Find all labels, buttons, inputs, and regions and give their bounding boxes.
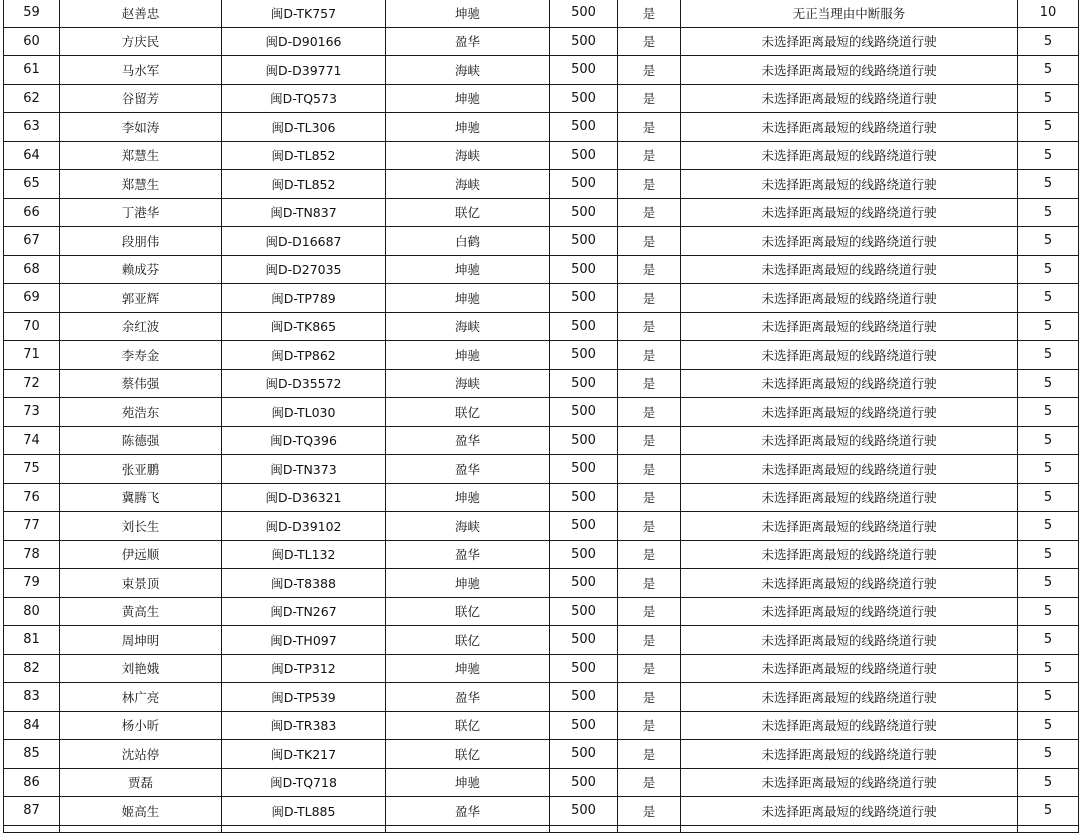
flag-cell: 是 bbox=[618, 540, 681, 569]
points-cell: 5 bbox=[1018, 398, 1079, 427]
fine-amount-cell: 500 bbox=[550, 369, 618, 398]
points-cell: 5 bbox=[1018, 341, 1079, 370]
driver-name-cell: 陈德强 bbox=[60, 426, 222, 455]
flag-cell: 是 bbox=[618, 654, 681, 683]
plate-number-cell: 闽D-TP862 bbox=[222, 341, 386, 370]
company-cell: 联亿 bbox=[386, 198, 550, 227]
driver-name-cell: 束景顶 bbox=[60, 569, 222, 598]
driver-name-cell: 余红波 bbox=[60, 312, 222, 341]
violation-description-cell: 未选择距离最短的线路绕道行驶 bbox=[681, 170, 1018, 199]
violation-records-table bbox=[3, 0, 1079, 833]
driver-name-cell: 郑慧生 bbox=[60, 141, 222, 170]
table-row-partial bbox=[4, 825, 1079, 832]
table-row bbox=[4, 27, 1079, 56]
plate-number-cell: 闽D-TP312 bbox=[222, 654, 386, 683]
violation-description-cell: 未选择距离最短的线路绕道行驶 bbox=[681, 569, 1018, 598]
points-cell: 5 bbox=[1018, 540, 1079, 569]
table-row bbox=[4, 483, 1079, 512]
driver-name-cell: 赵善忠 bbox=[60, 0, 222, 27]
driver-name-cell: 冀腾飞 bbox=[60, 483, 222, 512]
points-cell: 5 bbox=[1018, 768, 1079, 797]
points-cell: 5 bbox=[1018, 369, 1079, 398]
violation-description-cell: 未选择距离最短的线路绕道行驶 bbox=[681, 56, 1018, 85]
fine-amount-cell: 500 bbox=[550, 740, 618, 769]
violation-description-cell: 无正当理由中断服务 bbox=[681, 0, 1018, 27]
company-cell: 坤驰 bbox=[386, 483, 550, 512]
violation-description-cell: 未选择距离最短的线路绕道行驶 bbox=[681, 312, 1018, 341]
table-row bbox=[4, 683, 1079, 712]
points-cell: 5 bbox=[1018, 27, 1079, 56]
driver-name-cell: 谷留芳 bbox=[60, 84, 222, 113]
points-cell: 5 bbox=[1018, 683, 1079, 712]
empty-cell bbox=[60, 825, 222, 832]
company-cell: 坤驰 bbox=[386, 341, 550, 370]
flag-cell: 是 bbox=[618, 597, 681, 626]
fine-amount-cell: 500 bbox=[550, 711, 618, 740]
violation-description-cell: 未选择距离最短的线路绕道行驶 bbox=[681, 141, 1018, 170]
fine-amount-cell: 500 bbox=[550, 626, 618, 655]
points-cell: 5 bbox=[1018, 654, 1079, 683]
fine-amount-cell: 500 bbox=[550, 113, 618, 142]
table-row bbox=[4, 569, 1079, 598]
company-cell: 坤驰 bbox=[386, 113, 550, 142]
company-cell: 联亿 bbox=[386, 626, 550, 655]
violation-description-cell: 未选择距离最短的线路绕道行驶 bbox=[681, 683, 1018, 712]
fine-amount-cell: 500 bbox=[550, 654, 618, 683]
flag-cell: 是 bbox=[618, 683, 681, 712]
flag-cell: 是 bbox=[618, 512, 681, 541]
table-row bbox=[4, 255, 1079, 284]
plate-number-cell: 闽D-D16687 bbox=[222, 227, 386, 256]
fine-amount-cell: 500 bbox=[550, 797, 618, 826]
table-row bbox=[4, 597, 1079, 626]
violation-description-cell: 未选择距离最短的线路绕道行驶 bbox=[681, 711, 1018, 740]
fine-amount-cell: 500 bbox=[550, 284, 618, 313]
driver-name-cell: 李寿金 bbox=[60, 341, 222, 370]
row-number-cell: 65 bbox=[4, 170, 60, 199]
points-cell: 5 bbox=[1018, 740, 1079, 769]
points-cell: 5 bbox=[1018, 569, 1079, 598]
driver-name-cell: 伊远顺 bbox=[60, 540, 222, 569]
row-number-cell: 80 bbox=[4, 597, 60, 626]
violation-description-cell: 未选择距离最短的线路绕道行驶 bbox=[681, 284, 1018, 313]
fine-amount-cell: 500 bbox=[550, 170, 618, 199]
company-cell: 坤驰 bbox=[386, 0, 550, 27]
table-row bbox=[4, 768, 1079, 797]
plate-number-cell: 闽D-D35572 bbox=[222, 369, 386, 398]
plate-number-cell: 闽D-TL132 bbox=[222, 540, 386, 569]
flag-cell: 是 bbox=[618, 198, 681, 227]
points-cell: 5 bbox=[1018, 227, 1079, 256]
row-number-cell: 72 bbox=[4, 369, 60, 398]
flag-cell: 是 bbox=[618, 312, 681, 341]
violation-description-cell: 未选择距离最短的线路绕道行驶 bbox=[681, 483, 1018, 512]
flag-cell: 是 bbox=[618, 170, 681, 199]
driver-name-cell: 蔡伟强 bbox=[60, 369, 222, 398]
table-row bbox=[4, 170, 1079, 199]
company-cell: 海峡 bbox=[386, 369, 550, 398]
plate-number-cell: 闽D-TL885 bbox=[222, 797, 386, 826]
company-cell: 盈华 bbox=[386, 426, 550, 455]
fine-amount-cell: 500 bbox=[550, 27, 618, 56]
points-cell: 5 bbox=[1018, 711, 1079, 740]
row-number-cell: 85 bbox=[4, 740, 60, 769]
fine-amount-cell: 500 bbox=[550, 426, 618, 455]
plate-number-cell: 闽D-D27035 bbox=[222, 255, 386, 284]
points-cell: 5 bbox=[1018, 198, 1079, 227]
company-cell: 联亿 bbox=[386, 740, 550, 769]
points-cell: 5 bbox=[1018, 312, 1079, 341]
table-row bbox=[4, 654, 1079, 683]
plate-number-cell: 闽D-TL852 bbox=[222, 170, 386, 199]
company-cell: 坤驰 bbox=[386, 654, 550, 683]
table-row bbox=[4, 0, 1079, 27]
plate-number-cell: 闽D-TN837 bbox=[222, 198, 386, 227]
row-number-cell: 86 bbox=[4, 768, 60, 797]
table-row bbox=[4, 740, 1079, 769]
table-row bbox=[4, 141, 1079, 170]
plate-number-cell: 闽D-TK217 bbox=[222, 740, 386, 769]
plate-number-cell: 闽D-TQ396 bbox=[222, 426, 386, 455]
fine-amount-cell: 500 bbox=[550, 341, 618, 370]
row-number-cell: 66 bbox=[4, 198, 60, 227]
points-cell: 5 bbox=[1018, 255, 1079, 284]
table-body bbox=[4, 0, 1079, 832]
company-cell: 坤驰 bbox=[386, 569, 550, 598]
driver-name-cell: 张亚鹏 bbox=[60, 455, 222, 484]
driver-name-cell: 刘长生 bbox=[60, 512, 222, 541]
driver-name-cell: 苑浩东 bbox=[60, 398, 222, 427]
driver-name-cell: 马水军 bbox=[60, 56, 222, 85]
company-cell: 联亿 bbox=[386, 597, 550, 626]
table-row bbox=[4, 711, 1079, 740]
plate-number-cell: 闽D-D39102 bbox=[222, 512, 386, 541]
violation-description-cell: 未选择距离最短的线路绕道行驶 bbox=[681, 768, 1018, 797]
row-number-cell: 67 bbox=[4, 227, 60, 256]
fine-amount-cell: 500 bbox=[550, 198, 618, 227]
points-cell: 5 bbox=[1018, 797, 1079, 826]
company-cell: 海峡 bbox=[386, 312, 550, 341]
row-number-cell: 75 bbox=[4, 455, 60, 484]
plate-number-cell: 闽D-TK865 bbox=[222, 312, 386, 341]
flag-cell: 是 bbox=[618, 711, 681, 740]
flag-cell: 是 bbox=[618, 141, 681, 170]
plate-number-cell: 闽D-TP539 bbox=[222, 683, 386, 712]
driver-name-cell: 方庆民 bbox=[60, 27, 222, 56]
row-number-cell: 81 bbox=[4, 626, 60, 655]
points-cell: 5 bbox=[1018, 426, 1079, 455]
row-number-cell: 62 bbox=[4, 84, 60, 113]
violation-description-cell: 未选择距离最短的线路绕道行驶 bbox=[681, 626, 1018, 655]
flag-cell: 是 bbox=[618, 740, 681, 769]
points-cell: 5 bbox=[1018, 84, 1079, 113]
flag-cell: 是 bbox=[618, 369, 681, 398]
table-row bbox=[4, 56, 1079, 85]
points-cell: 5 bbox=[1018, 284, 1079, 313]
points-cell: 5 bbox=[1018, 141, 1079, 170]
company-cell: 海峡 bbox=[386, 141, 550, 170]
row-number-cell: 70 bbox=[4, 312, 60, 341]
company-cell: 盈华 bbox=[386, 455, 550, 484]
plate-number-cell: 闽D-D39771 bbox=[222, 56, 386, 85]
driver-name-cell: 贾磊 bbox=[60, 768, 222, 797]
flag-cell: 是 bbox=[618, 113, 681, 142]
table-row bbox=[4, 341, 1079, 370]
table-row bbox=[4, 626, 1079, 655]
violation-description-cell: 未选择距离最短的线路绕道行驶 bbox=[681, 341, 1018, 370]
empty-cell bbox=[4, 825, 60, 832]
fine-amount-cell: 500 bbox=[550, 0, 618, 27]
driver-name-cell: 沈站停 bbox=[60, 740, 222, 769]
flag-cell: 是 bbox=[618, 341, 681, 370]
company-cell: 坤驰 bbox=[386, 768, 550, 797]
fine-amount-cell: 500 bbox=[550, 227, 618, 256]
flag-cell: 是 bbox=[618, 284, 681, 313]
flag-cell: 是 bbox=[618, 27, 681, 56]
row-number-cell: 84 bbox=[4, 711, 60, 740]
plate-number-cell: 闽D-TH097 bbox=[222, 626, 386, 655]
table-row bbox=[4, 113, 1079, 142]
company-cell: 海峡 bbox=[386, 170, 550, 199]
fine-amount-cell: 500 bbox=[550, 768, 618, 797]
empty-cell bbox=[222, 825, 386, 832]
row-number-cell: 59 bbox=[4, 0, 60, 27]
flag-cell: 是 bbox=[618, 483, 681, 512]
company-cell: 联亿 bbox=[386, 711, 550, 740]
empty-cell bbox=[1018, 825, 1079, 832]
plate-number-cell: 闽D-T8388 bbox=[222, 569, 386, 598]
company-cell: 海峡 bbox=[386, 512, 550, 541]
fine-amount-cell: 500 bbox=[550, 597, 618, 626]
violation-description-cell: 未选择距离最短的线路绕道行驶 bbox=[681, 84, 1018, 113]
company-cell: 盈华 bbox=[386, 797, 550, 826]
flag-cell: 是 bbox=[618, 255, 681, 284]
flag-cell: 是 bbox=[618, 426, 681, 455]
violation-description-cell: 未选择距离最短的线路绕道行驶 bbox=[681, 27, 1018, 56]
plate-number-cell: 闽D-TL852 bbox=[222, 141, 386, 170]
violation-description-cell: 未选择距离最短的线路绕道行驶 bbox=[681, 654, 1018, 683]
row-number-cell: 79 bbox=[4, 569, 60, 598]
flag-cell: 是 bbox=[618, 84, 681, 113]
violation-description-cell: 未选择距离最短的线路绕道行驶 bbox=[681, 113, 1018, 142]
violation-description-cell: 未选择距离最短的线路绕道行驶 bbox=[681, 426, 1018, 455]
flag-cell: 是 bbox=[618, 797, 681, 826]
flag-cell: 是 bbox=[618, 626, 681, 655]
row-number-cell: 76 bbox=[4, 483, 60, 512]
plate-number-cell: 闽D-D36321 bbox=[222, 483, 386, 512]
row-number-cell: 71 bbox=[4, 341, 60, 370]
company-cell: 坤驰 bbox=[386, 255, 550, 284]
table-row bbox=[4, 398, 1079, 427]
points-cell: 5 bbox=[1018, 455, 1079, 484]
company-cell: 海峡 bbox=[386, 56, 550, 85]
driver-name-cell: 杨小昕 bbox=[60, 711, 222, 740]
table-row bbox=[4, 426, 1079, 455]
points-cell: 5 bbox=[1018, 170, 1079, 199]
violation-description-cell: 未选择距离最短的线路绕道行驶 bbox=[681, 398, 1018, 427]
fine-amount-cell: 500 bbox=[550, 569, 618, 598]
fine-amount-cell: 500 bbox=[550, 398, 618, 427]
points-cell: 5 bbox=[1018, 512, 1079, 541]
fine-amount-cell: 500 bbox=[550, 455, 618, 484]
row-number-cell: 83 bbox=[4, 683, 60, 712]
fine-amount-cell: 500 bbox=[550, 84, 618, 113]
row-number-cell: 87 bbox=[4, 797, 60, 826]
driver-name-cell: 黄高生 bbox=[60, 597, 222, 626]
flag-cell: 是 bbox=[618, 0, 681, 27]
violation-description-cell: 未选择距离最短的线路绕道行驶 bbox=[681, 369, 1018, 398]
points-cell: 5 bbox=[1018, 56, 1079, 85]
row-number-cell: 82 bbox=[4, 654, 60, 683]
flag-cell: 是 bbox=[618, 768, 681, 797]
empty-cell bbox=[386, 825, 550, 832]
company-cell: 盈华 bbox=[386, 27, 550, 56]
points-cell: 10 bbox=[1018, 0, 1079, 27]
driver-name-cell: 刘艳娥 bbox=[60, 654, 222, 683]
plate-number-cell: 闽D-TQ573 bbox=[222, 84, 386, 113]
company-cell: 坤驰 bbox=[386, 84, 550, 113]
points-cell: 5 bbox=[1018, 483, 1079, 512]
row-number-cell: 68 bbox=[4, 255, 60, 284]
table-row bbox=[4, 797, 1079, 826]
table-row bbox=[4, 284, 1079, 313]
flag-cell: 是 bbox=[618, 227, 681, 256]
fine-amount-cell: 500 bbox=[550, 683, 618, 712]
violation-description-cell: 未选择距离最短的线路绕道行驶 bbox=[681, 512, 1018, 541]
flag-cell: 是 bbox=[618, 569, 681, 598]
driver-name-cell: 丁港华 bbox=[60, 198, 222, 227]
violation-description-cell: 未选择距离最短的线路绕道行驶 bbox=[681, 227, 1018, 256]
fine-amount-cell: 500 bbox=[550, 255, 618, 284]
flag-cell: 是 bbox=[618, 455, 681, 484]
table-row bbox=[4, 540, 1079, 569]
violation-description-cell: 未选择距离最短的线路绕道行驶 bbox=[681, 597, 1018, 626]
fine-amount-cell: 500 bbox=[550, 56, 618, 85]
violation-description-cell: 未选择距离最短的线路绕道行驶 bbox=[681, 455, 1018, 484]
violation-description-cell: 未选择距离最短的线路绕道行驶 bbox=[681, 255, 1018, 284]
plate-number-cell: 闽D-TL030 bbox=[222, 398, 386, 427]
table-row bbox=[4, 512, 1079, 541]
row-number-cell: 69 bbox=[4, 284, 60, 313]
violation-description-cell: 未选择距离最短的线路绕道行驶 bbox=[681, 198, 1018, 227]
fine-amount-cell: 500 bbox=[550, 512, 618, 541]
fine-amount-cell: 500 bbox=[550, 141, 618, 170]
row-number-cell: 78 bbox=[4, 540, 60, 569]
company-cell: 盈华 bbox=[386, 683, 550, 712]
company-cell: 盈华 bbox=[386, 540, 550, 569]
points-cell: 5 bbox=[1018, 626, 1079, 655]
fine-amount-cell: 500 bbox=[550, 312, 618, 341]
driver-name-cell: 李如涛 bbox=[60, 113, 222, 142]
driver-name-cell: 郭亚辉 bbox=[60, 284, 222, 313]
table-row bbox=[4, 455, 1079, 484]
table-row bbox=[4, 84, 1079, 113]
flag-cell: 是 bbox=[618, 56, 681, 85]
plate-number-cell: 闽D-TL306 bbox=[222, 113, 386, 142]
points-cell: 5 bbox=[1018, 113, 1079, 142]
plate-number-cell: 闽D-TP789 bbox=[222, 284, 386, 313]
company-cell: 白鹤 bbox=[386, 227, 550, 256]
violation-description-cell: 未选择距离最短的线路绕道行驶 bbox=[681, 540, 1018, 569]
row-number-cell: 77 bbox=[4, 512, 60, 541]
plate-number-cell: 闽D-TN373 bbox=[222, 455, 386, 484]
driver-name-cell: 段朋伟 bbox=[60, 227, 222, 256]
violation-description-cell: 未选择距离最短的线路绕道行驶 bbox=[681, 797, 1018, 826]
violation-description-cell: 未选择距离最短的线路绕道行驶 bbox=[681, 740, 1018, 769]
row-number-cell: 73 bbox=[4, 398, 60, 427]
empty-cell bbox=[681, 825, 1018, 832]
company-cell: 坤驰 bbox=[386, 284, 550, 313]
fine-amount-cell: 500 bbox=[550, 540, 618, 569]
plate-number-cell: 闽D-TR383 bbox=[222, 711, 386, 740]
driver-name-cell: 姬高生 bbox=[60, 797, 222, 826]
table-row bbox=[4, 312, 1079, 341]
plate-number-cell: 闽D-TQ718 bbox=[222, 768, 386, 797]
plate-number-cell: 闽D-TN267 bbox=[222, 597, 386, 626]
driver-name-cell: 郑慧生 bbox=[60, 170, 222, 199]
points-cell: 5 bbox=[1018, 597, 1079, 626]
row-number-cell: 60 bbox=[4, 27, 60, 56]
flag-cell: 是 bbox=[618, 398, 681, 427]
fine-amount-cell: 500 bbox=[550, 483, 618, 512]
row-number-cell: 61 bbox=[4, 56, 60, 85]
driver-name-cell: 周坤明 bbox=[60, 626, 222, 655]
table-row bbox=[4, 369, 1079, 398]
driver-name-cell: 赖成芬 bbox=[60, 255, 222, 284]
driver-name-cell: 林广亮 bbox=[60, 683, 222, 712]
plate-number-cell: 闽D-D90166 bbox=[222, 27, 386, 56]
plate-number-cell: 闽D-TK757 bbox=[222, 0, 386, 27]
company-cell: 联亿 bbox=[386, 398, 550, 427]
table-row bbox=[4, 198, 1079, 227]
table-row bbox=[4, 227, 1079, 256]
row-number-cell: 63 bbox=[4, 113, 60, 142]
row-number-cell: 64 bbox=[4, 141, 60, 170]
empty-cell bbox=[550, 825, 618, 832]
empty-cell bbox=[618, 825, 681, 832]
row-number-cell: 74 bbox=[4, 426, 60, 455]
